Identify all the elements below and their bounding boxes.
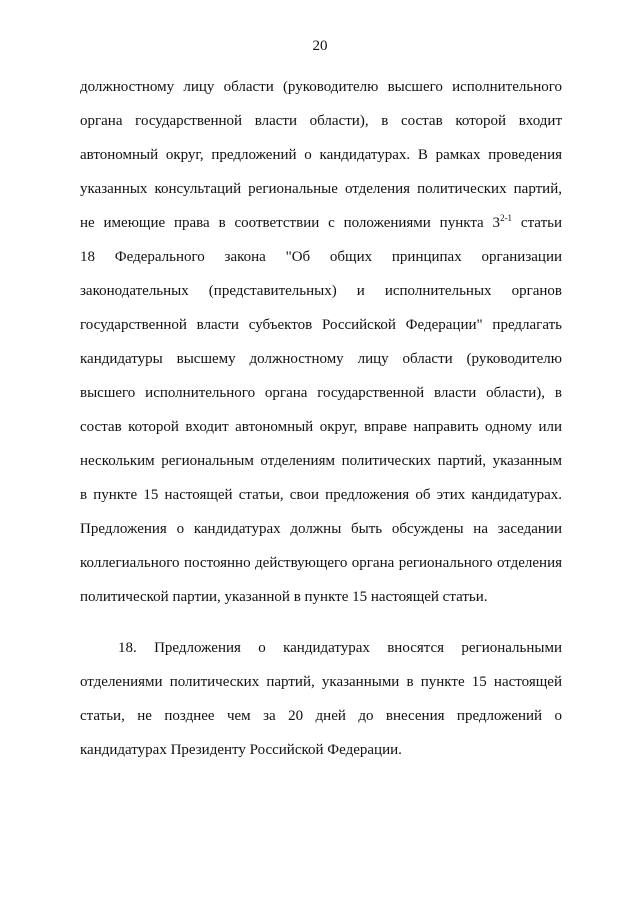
text-line: 18. Предложения о кандидатурах вносятся региональными [118, 640, 562, 656]
text-line-part: не имеющие права в соответствии с положениями пункта 3 [80, 215, 501, 231]
text-line: должностному лицу области (руководителю высшего исполнительного [80, 79, 562, 95]
text-line: органа государственной власти области), в состав которой входит [80, 113, 562, 129]
text-line: состав которой входит автономный округ, вправе направить одному или [80, 419, 562, 435]
page-number: 20 [312, 38, 328, 54]
text-line: высшего исполнительного органа государственной власти области), в [80, 385, 562, 401]
text-line-part: статьи [512, 215, 562, 231]
text-line: Предложения о кандидатурах должны быть обсуждены на заседании [80, 521, 562, 537]
text-line: автономный округ, предложений о кандидатурах. В рамках проведения [80, 147, 562, 163]
paragraph-18 [80, 631, 562, 767]
text-line: кандидатурах Президенту Российской Федерации. [80, 742, 402, 758]
text-line: указанных консультаций региональные отделения политических партий, [80, 181, 562, 197]
text-line: государственной власти субъектов Российской Федерации" предлагать [80, 317, 562, 333]
text-line: 18 Федерального закона "Об общих принципах организации [80, 249, 562, 265]
text-line-with-superscript [80, 206, 562, 240]
text-line: в пункте 15 настоящей статьи, свои предложения об этих кандидатурах. [80, 487, 562, 503]
text-line: кандидатуры высшему должностному лицу области (руководителю [80, 351, 562, 367]
text-line: отделениями политических партий, указанными в пункте 15 настоящей [80, 674, 562, 690]
text-line: нескольким региональным отделениям политических партий, указанным [80, 453, 562, 469]
paragraph-17-continuation [80, 70, 562, 614]
text-line: статьи, не позднее чем за 20 дней до внесения предложений о [80, 708, 562, 724]
superscript: 2-1 [500, 213, 513, 223]
text-line: политической партии, указанной в пункте 15 настоящей статьи. [80, 589, 488, 605]
text-line: законодательных (представительных) и исполнительных органов [80, 283, 562, 299]
text-line: коллегиального постоянно действующего органа регионального отделения [80, 555, 562, 571]
